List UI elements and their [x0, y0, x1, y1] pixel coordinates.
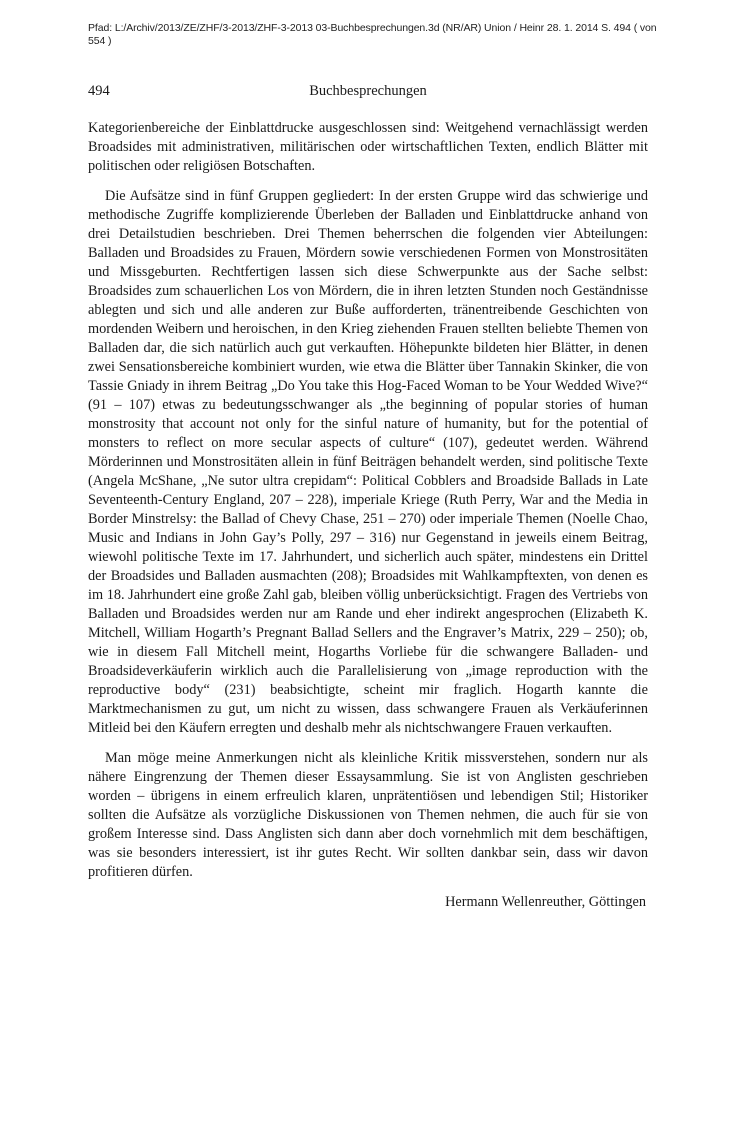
- paragraph-essay-groups: Die Aufsätze sind in fünf Gruppen gegliedert: In der ersten Gruppe wird das schwierige und methodische Zugriffe komplizierende Überleben der Balladen und Einblattdrucke anhand von drei Detailstudien beschrieben. Drei Themen beherrschen die folgenden vier Abteilungen: Balladen und Broadsides zu Frauen, Mördern sowie verschiedenen Formen von Monstrositäten und Missgeburten. Rechtfertigen lassen sich diese Schwerpunkte aus der Sache selbst: Broadsides zum schauerlichen Los von Mördern, die in ihren letzten Stunden noch Geständnisse ablegten und sich und alle anderen zur Buße aufforderten, tränentreibende Geschichten von mordenden Weibern und heroischen, in den Krieg ziehenden Frauen stellten beliebte Themen von Balladen dar, die sich natürlich auch gut verkauften. Höhepunkte bildeten hier Blätter, in denen zwei Sensationsbereiche kombiniert wurden, wie etwa die Blätter über Tannakin Skinker, die von Tassie Gniady in ihrem Beitrag „Do You take this Hog-Faced Woman to be Your Wedded Wive?“ (91 – 107) etwas zu bedeutungsschwanger als „the beginning of popular stories of human monstrosity that account not only for the sinful nature of humanity, but for the potential of monsters to reflect on more secular aspects of culture“ (107), gedeutet werden. Während Mörderinnen und Monstrositäten allein in fünf Beiträgen behandelt werden, sind politische Texte (Angela McShane, „Ne sutor ultra crepidam“: Political Cobblers and Broadside Ballads in Late Seventeenth-Century England, 207 – 228), imperiale Kriege (Ruth Perry, War and the Media in Border Minstrelsy: the Ballad of Chevy Chase, 251 – 270) oder imperiale Themen (Noelle Chao, Music and Indians in John Gay’s Polly, 297 – 316) nur Gegenstand in jeweils einem Beitrag, wiewohl politische Texte im 17. Jahrhundert, und sicherlich auch später, mindestens ein Drittel der Broadsides und Balladen ausmachten (208); Broadsides mit Wahlkampftexten, von denen es im 18. Jahrhundert eine große Zahl gab, bleiben völlig unberücksichtigt. Fragen des Vertriebs von Balladen und Broadsides werden nur am Rande und eher indirekt angesprochen (Elizabeth K. Mitchell, William Hogarth’s Pregnant Ballad Sellers and the Engraver’s Matrix, 229 – 250); ob, wie in diesem Fall Mitchell meint, Hogarths Vorliebe für die schwangere Balladen- und Broadsideverkäuferin wirklich auch die Parallelisierung von „image reproduction with the reproductive body“ (231) beabsichtigte, scheint mir fraglich. Hogarth kannte die Marktmechanismen zu gut, um nicht zu wissen, dass schwangere Frauen als Verkäuferinnen Mitleid bei den Käufern erregten und deshalb mehr als nichtschwangere Frauen verkauften.: [88, 188, 648, 736]
- paragraph-conclusion: Man möge meine Anmerkungen nicht als kleinliche Kritik missverstehen, sondern nur als nähere Eingrenzung der Themen dieser Essaysammlung. Sie ist von Anglisten geschrieben worden – übrigens in einem erfreulich klaren, unprätentiösen und lebendigen Stil; Historiker sollten die Aufsätze als vorzügliche Diskussionen von Themen nehmen, die auch für sie von großem Interesse sind. Dass Anglisten sich dann aber doch vornehmlich mit dem beschäftigen, was sie besonders interessiert, ist ihr gutes Recht. Wir sollten dankbar sein, dass wir davon profitieren dürfen.: [88, 750, 648, 880]
- section-title: Buchbesprechungen: [309, 83, 427, 99]
- file-path-slug: Pfad: L:/Archiv/2013/ZE/ZHF/3-2013/ZHF-3-2013 03-Buchbesprechungen.3d (NR/AR) Union / Heinr 28. 1. 2014 S. 494 ( von 554 ): [88, 22, 657, 47]
- main-text: [88, 119, 648, 912]
- paragraph-continuation: Kategorienbereiche der Einblattdrucke ausgeschlossen sind: Weitgehend vernachlässigt werden Broadsides mit administrativen, militärischen oder wirtschaftlichen Texten, endlich Blätter mit politischen oder religiösen Botschaften.: [88, 120, 648, 174]
- running-head: [88, 83, 648, 101]
- reviewer-signature: Hermann Wellenreuther, Göttingen: [445, 894, 646, 910]
- page-number: 494: [88, 83, 110, 99]
